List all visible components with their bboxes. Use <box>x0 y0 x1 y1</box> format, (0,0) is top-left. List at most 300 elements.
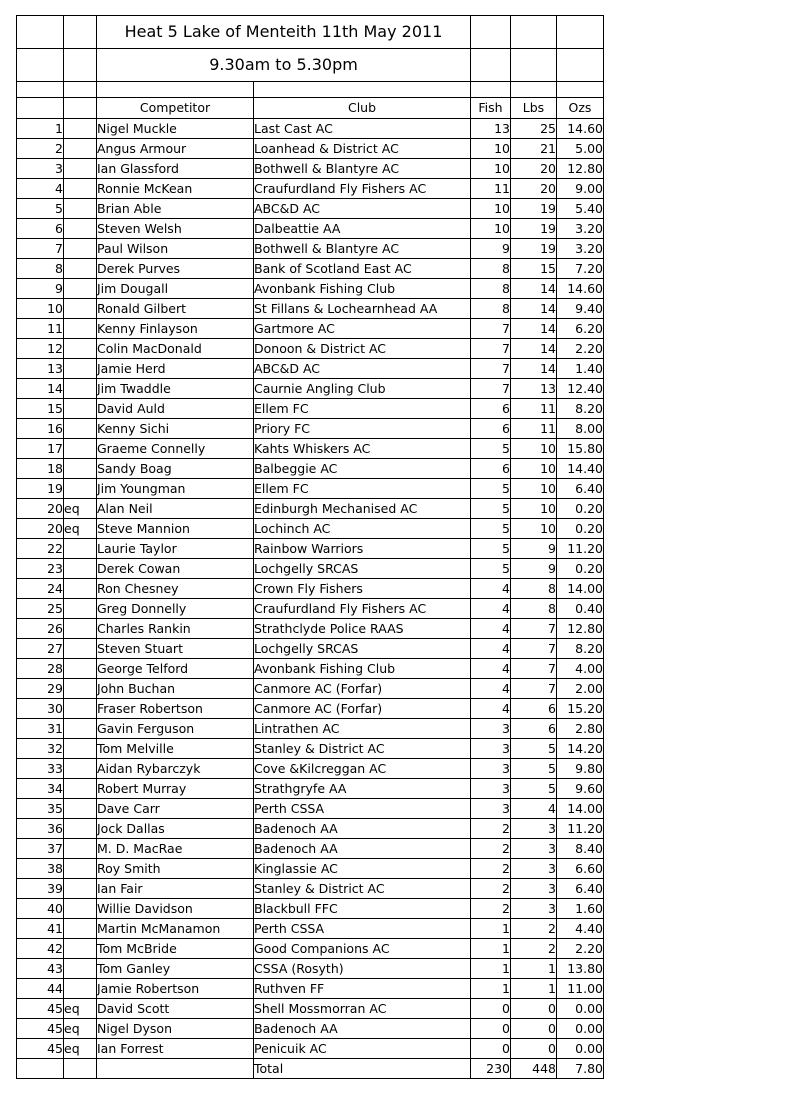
eq-marker <box>64 459 97 479</box>
header-ozs: Ozs <box>557 98 604 119</box>
table-row <box>17 599 604 619</box>
weight-ozs: 11.20 <box>557 539 604 559</box>
fish-count: 4 <box>471 639 511 659</box>
club-name: Craufurdland Fly Fishers AC <box>254 599 471 619</box>
fish-count: 5 <box>471 559 511 579</box>
weight-ozs: 14.00 <box>557 579 604 599</box>
eq-marker <box>64 599 97 619</box>
club-name: Ellem FC <box>254 479 471 499</box>
club-name: Badenoch AA <box>254 839 471 859</box>
weight-ozs: 0.20 <box>557 559 604 579</box>
position-cell: 1 <box>17 119 64 139</box>
header-club: Club <box>254 98 471 119</box>
fish-count: 0 <box>471 999 511 1019</box>
eq-marker: eq <box>64 999 97 1019</box>
club-name: CSSA (Rosyth) <box>254 959 471 979</box>
club-name: Lintrathen AC <box>254 719 471 739</box>
weight-ozs: 14.00 <box>557 799 604 819</box>
weight-ozs: 4.00 <box>557 659 604 679</box>
eq-marker <box>64 699 97 719</box>
fish-count: 4 <box>471 699 511 719</box>
club-name: Avonbank Fishing Club <box>254 279 471 299</box>
eq-marker <box>64 559 97 579</box>
weight-ozs: 5.40 <box>557 199 604 219</box>
eq-marker <box>64 299 97 319</box>
fish-count: 2 <box>471 839 511 859</box>
club-name: Perth CSSA <box>254 799 471 819</box>
table-row <box>17 739 604 759</box>
table-row <box>17 779 604 799</box>
fish-count: 6 <box>471 459 511 479</box>
weight-ozs: 3.20 <box>557 239 604 259</box>
eq-marker <box>64 839 97 859</box>
position-cell: 19 <box>17 479 64 499</box>
position-cell: 8 <box>17 259 64 279</box>
competitor-name: Paul Wilson <box>97 239 254 259</box>
weight-ozs: 8.20 <box>557 399 604 419</box>
eq-marker <box>64 959 97 979</box>
competitor-name: Tom Ganley <box>97 959 254 979</box>
club-name: Shell Mossmorran AC <box>254 999 471 1019</box>
weight-ozs: 3.20 <box>557 219 604 239</box>
weight-lbs: 20 <box>511 159 557 179</box>
eq-marker <box>64 419 97 439</box>
eq-marker <box>64 339 97 359</box>
weight-lbs: 0 <box>511 999 557 1019</box>
fish-count: 0 <box>471 1019 511 1039</box>
club-name: Lochgelly SRCAS <box>254 639 471 659</box>
eq-marker <box>64 759 97 779</box>
weight-ozs: 14.60 <box>557 119 604 139</box>
position-cell: 40 <box>17 899 64 919</box>
competitor-name: Sandy Boag <box>97 459 254 479</box>
weight-ozs: 6.40 <box>557 879 604 899</box>
fish-count: 8 <box>471 279 511 299</box>
club-name: Priory FC <box>254 419 471 439</box>
weight-ozs: 0.20 <box>557 499 604 519</box>
table-row <box>17 1039 604 1059</box>
table-row <box>17 219 604 239</box>
table-row <box>17 619 604 639</box>
weight-lbs: 1 <box>511 979 557 999</box>
table-row <box>17 859 604 879</box>
competitor-name: Kenny Finlayson <box>97 319 254 339</box>
eq-marker <box>64 679 97 699</box>
competitor-name: Derek Purves <box>97 259 254 279</box>
competitor-name: Ronnie McKean <box>97 179 254 199</box>
competitor-name: Charles Rankin <box>97 619 254 639</box>
eq-marker <box>64 179 97 199</box>
fish-count: 3 <box>471 719 511 739</box>
weight-ozs: 6.20 <box>557 319 604 339</box>
eq-marker <box>64 239 97 259</box>
total-lbs: 448 <box>511 1059 557 1079</box>
weight-lbs: 14 <box>511 359 557 379</box>
fish-count: 13 <box>471 119 511 139</box>
competitor-name: Colin MacDonald <box>97 339 254 359</box>
weight-lbs: 10 <box>511 499 557 519</box>
table-row <box>17 919 604 939</box>
competitor-name: Jock Dallas <box>97 819 254 839</box>
weight-ozs: 0.00 <box>557 1039 604 1059</box>
weight-ozs: 6.60 <box>557 859 604 879</box>
fish-count: 1 <box>471 919 511 939</box>
fish-count: 10 <box>471 159 511 179</box>
competitor-name: Greg Donnelly <box>97 599 254 619</box>
weight-ozs: 8.20 <box>557 639 604 659</box>
fish-count: 2 <box>471 859 511 879</box>
club-name: Perth CSSA <box>254 919 471 939</box>
subtitle-row <box>17 49 604 82</box>
eq-marker <box>64 639 97 659</box>
weight-ozs: 2.00 <box>557 679 604 699</box>
fish-count: 7 <box>471 379 511 399</box>
position-cell: 30 <box>17 699 64 719</box>
club-name: St Fillans & Lochearnhead AA <box>254 299 471 319</box>
empty-cell <box>17 1059 64 1079</box>
fish-count: 1 <box>471 959 511 979</box>
position-cell: 11 <box>17 319 64 339</box>
eq-marker <box>64 719 97 739</box>
table-row <box>17 239 604 259</box>
table-row <box>17 979 604 999</box>
position-cell: 45 <box>17 1019 64 1039</box>
fish-count: 2 <box>471 899 511 919</box>
club-name: Bothwell & Blantyre AC <box>254 159 471 179</box>
weight-ozs: 6.40 <box>557 479 604 499</box>
eq-marker <box>64 319 97 339</box>
weight-ozs: 15.80 <box>557 439 604 459</box>
position-cell: 6 <box>17 219 64 239</box>
eq-marker <box>64 279 97 299</box>
weight-lbs: 14 <box>511 319 557 339</box>
club-name: Gartmore AC <box>254 319 471 339</box>
weight-ozs: 9.40 <box>557 299 604 319</box>
table-row <box>17 419 604 439</box>
position-cell: 38 <box>17 859 64 879</box>
table-row <box>17 699 604 719</box>
club-name: Kahts Whiskers AC <box>254 439 471 459</box>
table-row <box>17 759 604 779</box>
weight-lbs: 10 <box>511 519 557 539</box>
table-row <box>17 179 604 199</box>
weight-lbs: 0 <box>511 1019 557 1039</box>
table-row <box>17 999 604 1019</box>
position-cell: 39 <box>17 879 64 899</box>
weight-ozs: 2.20 <box>557 339 604 359</box>
weight-ozs: 0.20 <box>557 519 604 539</box>
header-lbs: Lbs <box>511 98 557 119</box>
table-row <box>17 879 604 899</box>
position-cell: 35 <box>17 799 64 819</box>
weight-lbs: 14 <box>511 339 557 359</box>
weight-ozs: 14.40 <box>557 459 604 479</box>
fish-count: 2 <box>471 879 511 899</box>
eq-marker <box>64 879 97 899</box>
position-cell: 20 <box>17 519 64 539</box>
weight-ozs: 8.40 <box>557 839 604 859</box>
weight-ozs: 11.00 <box>557 979 604 999</box>
competitor-name: Jamie Robertson <box>97 979 254 999</box>
competitor-name: Robert Murray <box>97 779 254 799</box>
eq-marker <box>64 159 97 179</box>
weight-ozs: 1.40 <box>557 359 604 379</box>
eq-marker <box>64 479 97 499</box>
fish-count: 4 <box>471 599 511 619</box>
weight-lbs: 7 <box>511 619 557 639</box>
weight-lbs: 4 <box>511 799 557 819</box>
eq-marker <box>64 859 97 879</box>
competitor-name: Ian Fair <box>97 879 254 899</box>
club-name: Badenoch AA <box>254 1019 471 1039</box>
fish-count: 8 <box>471 299 511 319</box>
eq-marker <box>64 219 97 239</box>
club-name: Canmore AC (Forfar) <box>254 679 471 699</box>
weight-lbs: 2 <box>511 919 557 939</box>
position-cell: 33 <box>17 759 64 779</box>
fish-count: 8 <box>471 259 511 279</box>
table-row <box>17 939 604 959</box>
club-name: Cove &Kilcreggan AC <box>254 759 471 779</box>
table-row <box>17 719 604 739</box>
club-name: Last Cast AC <box>254 119 471 139</box>
weight-ozs: 13.80 <box>557 959 604 979</box>
weight-lbs: 2 <box>511 939 557 959</box>
weight-lbs: 3 <box>511 859 557 879</box>
competitor-name: David Auld <box>97 399 254 419</box>
fish-count: 3 <box>471 779 511 799</box>
club-name: Good Companions AC <box>254 939 471 959</box>
weight-lbs: 3 <box>511 879 557 899</box>
fish-count: 3 <box>471 799 511 819</box>
table-row <box>17 159 604 179</box>
eq-marker <box>64 359 97 379</box>
club-name: Blackbull FFC <box>254 899 471 919</box>
table-row <box>17 539 604 559</box>
competitor-name: Steve Mannion <box>97 519 254 539</box>
weight-lbs: 19 <box>511 219 557 239</box>
competitor-name: Steven Welsh <box>97 219 254 239</box>
table-row <box>17 799 604 819</box>
weight-ozs: 12.80 <box>557 619 604 639</box>
competitor-name: Ron Chesney <box>97 579 254 599</box>
eq-marker: eq <box>64 1039 97 1059</box>
weight-lbs: 3 <box>511 899 557 919</box>
club-name: Loanhead & District AC <box>254 139 471 159</box>
fish-count: 1 <box>471 939 511 959</box>
fish-count: 10 <box>471 219 511 239</box>
club-name: Avonbank Fishing Club <box>254 659 471 679</box>
weight-ozs: 5.00 <box>557 139 604 159</box>
weight-ozs: 7.20 <box>557 259 604 279</box>
weight-ozs: 2.80 <box>557 719 604 739</box>
eq-marker <box>64 919 97 939</box>
fish-count: 9 <box>471 239 511 259</box>
fish-count: 4 <box>471 619 511 639</box>
competitor-name: George Telford <box>97 659 254 679</box>
table-row <box>17 839 604 859</box>
competitor-name: Nigel Muckle <box>97 119 254 139</box>
competitor-name: Ian Glassford <box>97 159 254 179</box>
eq-marker <box>64 979 97 999</box>
competitor-name: Kenny Sichi <box>97 419 254 439</box>
eq-marker <box>64 539 97 559</box>
club-name: Crown Fly Fishers <box>254 579 471 599</box>
eq-marker: eq <box>64 499 97 519</box>
position-cell: 20 <box>17 499 64 519</box>
weight-lbs: 21 <box>511 139 557 159</box>
position-cell: 24 <box>17 579 64 599</box>
position-cell: 44 <box>17 979 64 999</box>
table-row <box>17 819 604 839</box>
position-cell: 23 <box>17 559 64 579</box>
table-row <box>17 659 604 679</box>
club-name: Penicuik AC <box>254 1039 471 1059</box>
sheet-title: Heat 5 Lake of Menteith 11th May 2011 <box>97 16 471 49</box>
table-row <box>17 119 604 139</box>
weight-lbs: 20 <box>511 179 557 199</box>
competitor-name: Fraser Robertson <box>97 699 254 719</box>
fish-count: 6 <box>471 419 511 439</box>
weight-ozs: 12.80 <box>557 159 604 179</box>
club-name: Stanley & District AC <box>254 879 471 899</box>
table-row <box>17 579 604 599</box>
eq-marker <box>64 659 97 679</box>
table-row <box>17 199 604 219</box>
weight-lbs: 5 <box>511 759 557 779</box>
club-name: Kinglassie AC <box>254 859 471 879</box>
fish-count: 7 <box>471 359 511 379</box>
weight-lbs: 7 <box>511 639 557 659</box>
club-name: Balbeggie AC <box>254 459 471 479</box>
fish-count: 0 <box>471 1039 511 1059</box>
table-row <box>17 399 604 419</box>
fish-count: 1 <box>471 979 511 999</box>
weight-lbs: 14 <box>511 299 557 319</box>
eq-marker <box>64 799 97 819</box>
club-name: Craufurdland Fly Fishers AC <box>254 179 471 199</box>
fish-count: 5 <box>471 539 511 559</box>
position-cell: 28 <box>17 659 64 679</box>
club-name: Edinburgh Mechanised AC <box>254 499 471 519</box>
weight-lbs: 11 <box>511 399 557 419</box>
fish-count: 7 <box>471 319 511 339</box>
competitor-name: Tom Melville <box>97 739 254 759</box>
position-cell: 36 <box>17 819 64 839</box>
club-name: Bothwell & Blantyre AC <box>254 239 471 259</box>
position-cell: 3 <box>17 159 64 179</box>
club-name: Ellem FC <box>254 399 471 419</box>
eq-marker: eq <box>64 1019 97 1039</box>
table-row <box>17 959 604 979</box>
position-cell: 43 <box>17 959 64 979</box>
empty-cell <box>64 1059 97 1079</box>
weight-lbs: 13 <box>511 379 557 399</box>
position-cell: 25 <box>17 599 64 619</box>
table-row <box>17 479 604 499</box>
fish-count: 4 <box>471 659 511 679</box>
eq-marker: eq <box>64 519 97 539</box>
eq-marker <box>64 779 97 799</box>
total-fish: 230 <box>471 1059 511 1079</box>
position-cell: 12 <box>17 339 64 359</box>
competitor-name: Aidan Rybarczyk <box>97 759 254 779</box>
position-cell: 10 <box>17 299 64 319</box>
eq-marker <box>64 399 97 419</box>
competitor-name: Willie Davidson <box>97 899 254 919</box>
competitor-name: M. D. MacRae <box>97 839 254 859</box>
competitor-name: Ian Forrest <box>97 1039 254 1059</box>
competitor-name: Gavin Ferguson <box>97 719 254 739</box>
club-name: Lochgelly SRCAS <box>254 559 471 579</box>
position-cell: 26 <box>17 619 64 639</box>
title-row <box>17 16 604 49</box>
eq-marker <box>64 819 97 839</box>
club-name: Canmore AC (Forfar) <box>254 699 471 719</box>
competitor-name: Jim Twaddle <box>97 379 254 399</box>
position-cell: 37 <box>17 839 64 859</box>
fish-count: 11 <box>471 179 511 199</box>
fish-count: 5 <box>471 519 511 539</box>
weight-ozs: 12.40 <box>557 379 604 399</box>
weight-lbs: 15 <box>511 259 557 279</box>
fish-count: 7 <box>471 339 511 359</box>
weight-ozs: 8.00 <box>557 419 604 439</box>
blank-row <box>17 82 604 98</box>
weight-lbs: 10 <box>511 479 557 499</box>
weight-lbs: 7 <box>511 679 557 699</box>
eq-marker <box>64 199 97 219</box>
competitor-name: Ronald Gilbert <box>97 299 254 319</box>
table-row <box>17 559 604 579</box>
position-cell: 45 <box>17 999 64 1019</box>
position-cell: 45 <box>17 1039 64 1059</box>
weight-ozs: 1.60 <box>557 899 604 919</box>
weight-ozs: 0.40 <box>557 599 604 619</box>
position-cell: 27 <box>17 639 64 659</box>
competitor-name: Dave Carr <box>97 799 254 819</box>
competitor-name: Jamie Herd <box>97 359 254 379</box>
fish-count: 6 <box>471 399 511 419</box>
club-name: Lochinch AC <box>254 519 471 539</box>
table-row <box>17 1019 604 1039</box>
weight-ozs: 0.00 <box>557 1019 604 1039</box>
competitor-name: Nigel Dyson <box>97 1019 254 1039</box>
weight-lbs: 8 <box>511 579 557 599</box>
weight-ozs: 4.40 <box>557 919 604 939</box>
position-cell: 41 <box>17 919 64 939</box>
competitor-name: Roy Smith <box>97 859 254 879</box>
fish-count: 10 <box>471 139 511 159</box>
competitor-name: Alan Neil <box>97 499 254 519</box>
weight-lbs: 7 <box>511 659 557 679</box>
weight-ozs: 14.20 <box>557 739 604 759</box>
fish-count: 5 <box>471 479 511 499</box>
fish-count: 5 <box>471 439 511 459</box>
position-cell: 22 <box>17 539 64 559</box>
weight-ozs: 14.60 <box>557 279 604 299</box>
weight-ozs: 11.20 <box>557 819 604 839</box>
position-cell: 31 <box>17 719 64 739</box>
eq-marker <box>64 119 97 139</box>
position-cell: 42 <box>17 939 64 959</box>
weight-lbs: 3 <box>511 839 557 859</box>
weight-lbs: 9 <box>511 559 557 579</box>
table-row <box>17 459 604 479</box>
table-row <box>17 359 604 379</box>
total-row <box>17 1059 604 1079</box>
table-row <box>17 279 604 299</box>
